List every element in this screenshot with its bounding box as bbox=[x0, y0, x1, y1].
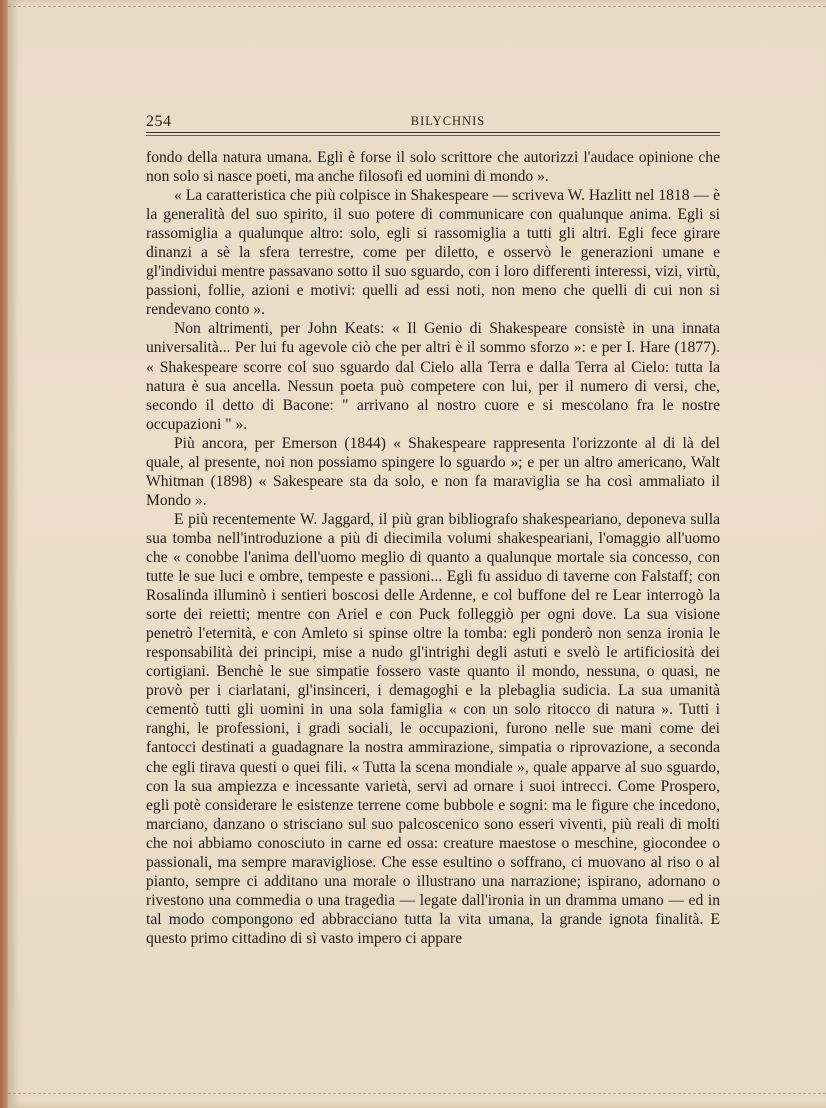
paragraph: Più ancora, per Emerson (1844) « Shakespeare rappresenta l'orizzonte al di là del quale, al presente, noi non possiamo spingere lo sguardo »; e per un altro americano, Walt Whitman (1898) « Sakespeare sta da solo, e non fa maraviglia se ha così ammaliato il Mondo ». bbox=[146, 434, 720, 509]
running-head: BILYCHNIS bbox=[410, 114, 486, 128]
paragraph: Non altrimenti, per John Keats: « Il Genio di Shakespeare consistè in una innata universalità... Per lui fu agevole ciò che per altri è il sommo sforzo »: e per I. Hare (1877). « Shakespeare scorre col suo sguardo dal Cielo alla Terra e dalla Terra al Cielo: tutta la natura è sua ancella. Nessun poeta può competere con lui, per il numero di versi, che, secondo il detto di Bacone: " arrivano al nostro cuore e si mescolano fra le nostre occupazioni " ». bbox=[146, 320, 720, 433]
header-rule-thin bbox=[146, 135, 720, 136]
paragraph: E più recentemente W. Jaggard, il più gran bibliografo shakespeariano, deponeva sulla sua tomba nell'introduzione a più di diecimila volumi shakespeariani, l'omaggio all'uomo che « conobbe l'anima dell'uomo meglio di quanto a qualunque mortale sia concesso, con tutte le sue luci e ombre, tempeste e passioni... Egli fu assiduo di taverne con Falstaff; con Rosalinda illuminò i sentieri boscosi delle Ardenne, e col buffone del re Lear interrogò la sorte dei reietti; mentre con Ariel e con Puck folleggiò per ogni dove. La sua visione penetrò l'eternità, e con Amleto si spinse oltre la tomba: egli ponderò non senza ironia le responsabilità dei principi, mise a nudo gl'intrighi degli astuti e svelò le artificiosità dei cortigiani. Benchè le sue simpatie fossero vaste quanto il mondo, nessuna, o quasi, ne provò per i ciarlatani, gl'insinceri, i demagoghi e la plebaglia sudicia. La sua umanità cementò tutti gli uomini in una sola famiglia « con un solo ritocco di natura ». Tutti i ranghi, le professioni, i gradi sociali, le occupazioni, furono nelle sue mani come dei fantocci destinati a guadagnare la nostra ammirazione, simpatia o riprovazione, a seconda che egli tirava questi o quei fili. « Tutta la scena mondiale », quale apparve al suo sguardo, con la sua ampiezza e incessante varietà, servì ad ornare i suoi intrecci. Come Prospero, egli potè considerare le esistenze terrene come bubbole e sogni: ma le figure che incedono, marciano, danzano o strisciano sul suo palcoscenico sono esseri viventi, più reali di molti che noi abbiamo conosciuto in carne ed ossa: creature maestose o meschine, giocondee o passionali, ma sempre maravigliose. Che esse esultino o soffrano, ci muovano al riso o al pianto, sempre ci additano una morale o illustrano una narrazione; ispirano, adornano o rivestono una commedia o una tragedia — legate dall'ironia in un dramma umano — ed in tal modo compongono ed abbracciano tutta la vita umana, la grande ignota finalità. E questo primo cittadino di sì vasto impero ci appare bbox=[146, 510, 720, 947]
paragraph: fondo della natura umana. Egli è forse il solo scrittore che autorizzi l'audace opinione che non solo si nasce poeti, ma anche filosofi ed uomini di mondo ». bbox=[146, 149, 720, 186]
top-page-edge bbox=[8, 0, 826, 7]
body-text bbox=[146, 148, 720, 948]
bottom-page-edge bbox=[8, 1093, 826, 1108]
paragraph: « La caratteristica che più colpisce in Shakespeare — scriveva W. Hazlitt nel 1818 — è la generalità del suo spirito, il suo potere di communicare con qualunque anima. Egli si rassomiglia a qualunque altro: solo, egli si rassomiglia a tutti gli altri. Egli fece girare dinanzi a sè la sfera terrestre, come per diletto, e osservò le generazioni umane e gl'individui mentre passavano sotto il suo sguardo, con i loro differenti interessi, vizi, virtù, passioni, follie, azioni e motivi: quelli ad essi noti, non meno che quelli di cui non si rendevano conto ». bbox=[146, 187, 720, 319]
page-number: 254 bbox=[146, 113, 172, 130]
header-rule bbox=[146, 132, 720, 133]
